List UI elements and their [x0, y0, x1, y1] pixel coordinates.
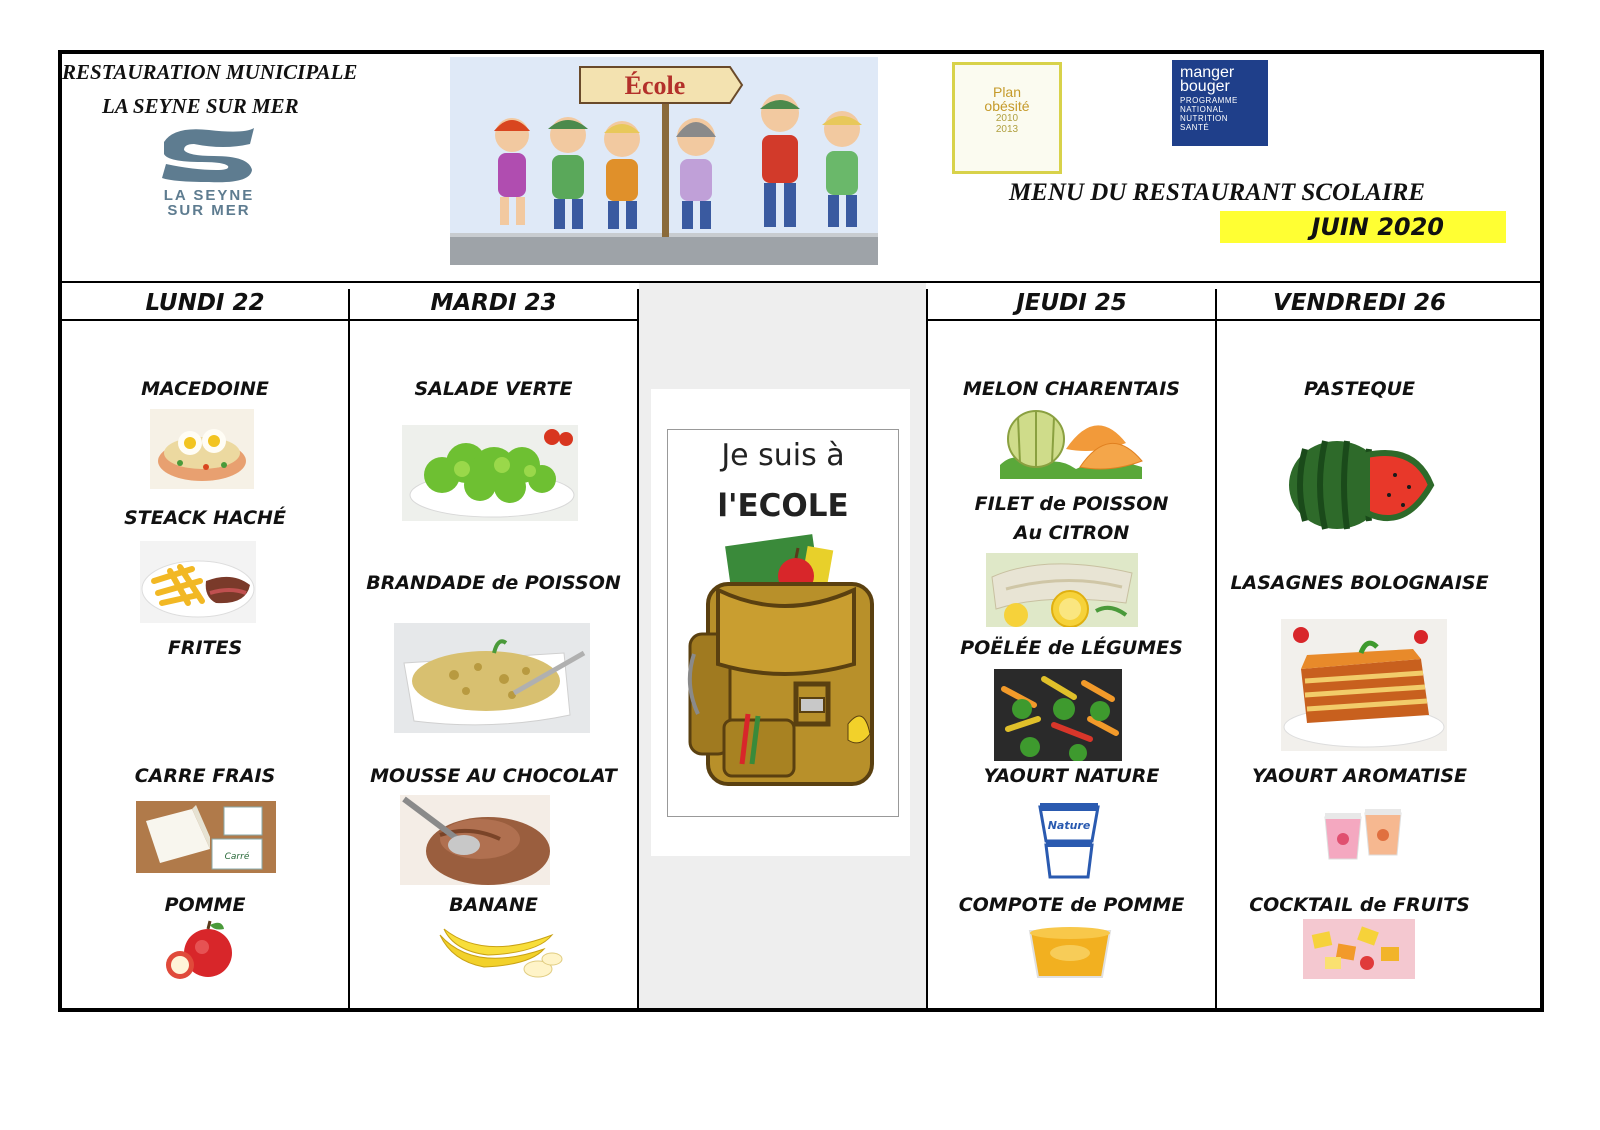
mb-line4: NATIONAL — [1180, 105, 1224, 114]
plan-badge-line2: obésité — [984, 98, 1030, 114]
mb-line2: bouger — [1180, 78, 1230, 95]
day-header-friday: VENDREDI 26 — [1273, 290, 1446, 316]
day-header-thursday: JEUDI 25 — [1016, 290, 1127, 316]
menu-item: LASAGNES BOLOGNAISE — [1230, 572, 1489, 594]
menu-item: BANANE — [449, 894, 538, 916]
logo-text-line2: SUR MER — [167, 202, 251, 219]
apple-picture — [162, 919, 238, 981]
menu-item: Au CITRON — [1013, 522, 1130, 544]
day-column-tuesday — [350, 323, 637, 1008]
fruit-cocktail-picture — [1303, 919, 1415, 979]
day-header-tuesday: MARDI 23 — [430, 290, 557, 316]
la-seyne-logo-icon — [154, 124, 264, 220]
plan-badge-line4: 2013 — [995, 124, 1019, 135]
menu-item: COCKTAIL de FRUITS — [1249, 894, 1470, 916]
menu-item: POËLÉE de LÉGUMES — [960, 637, 1183, 659]
macedoine-picture — [150, 409, 254, 489]
menu-item: CARRE FRAIS — [134, 765, 276, 787]
day-column-friday — [1217, 323, 1502, 1008]
mb-line1: manger — [1180, 64, 1235, 81]
menu-item: YAOURT AROMATISE — [1252, 765, 1467, 787]
day-header-monday: LUNDI 22 — [145, 290, 265, 316]
banana-picture — [434, 921, 564, 983]
vegetables-picture — [994, 669, 1122, 761]
melon-picture — [996, 409, 1146, 479]
menu-item: SALADE VERTE — [414, 378, 573, 400]
menu-item: MOUSSE AU CHOCOLAT — [370, 765, 617, 787]
menu-item: COMPOTE de POMME — [958, 894, 1185, 916]
ecole-card — [651, 389, 910, 856]
yaourt-aromatise-picture — [1321, 809, 1405, 863]
menu-item: POMME — [164, 894, 246, 916]
month-label: JUIN 2020 — [1311, 213, 1444, 241]
menu-item: MELON CHARENTAIS — [963, 378, 1180, 400]
ecole-card-inner — [667, 429, 899, 817]
plan-badge-line1: Plan — [992, 84, 1022, 100]
org-name-line1: RESTAURATION MUNICIPALE — [62, 60, 358, 84]
menu-item: MACEDOINE — [141, 378, 269, 400]
logo-text-line1: LA SEYNE — [163, 187, 255, 204]
plan-badge-line3: 2010 — [995, 113, 1019, 124]
menu-item: YAOURT NATURE — [983, 765, 1160, 787]
ecole-line1: Je suis à — [721, 438, 845, 473]
plan-obesite-badge — [952, 62, 1062, 174]
ecole-line2: l'ECOLE — [717, 488, 849, 524]
day-header-closed — [639, 283, 926, 323]
day-column-monday — [62, 323, 348, 1008]
fish-lemon-picture — [986, 553, 1138, 627]
brandade-picture — [394, 623, 590, 733]
svg-text:Nature: Nature — [1047, 819, 1091, 832]
chocolate-mousse-picture — [400, 795, 550, 885]
day-column-closed — [639, 323, 926, 1008]
school-kids-banner — [450, 57, 878, 265]
carre-frais-picture — [136, 801, 276, 873]
mb-line3: PROGRAMME — [1180, 96, 1238, 105]
banner-sign-text: École — [624, 71, 686, 100]
mb-line5: NUTRITION — [1180, 114, 1229, 123]
day-column-thursday — [928, 323, 1215, 1008]
compote-picture — [1026, 923, 1114, 981]
svg-text:Carré: Carré — [224, 852, 250, 862]
mb-line6: SANTÉ — [1180, 123, 1210, 132]
menu-item: BRANDADE de POISSON — [366, 572, 621, 594]
org-name-line2: LA SEYNE SUR MER — [102, 94, 299, 118]
yaourt-nature-picture — [1034, 801, 1104, 881]
menu-item: STEACK HACHÉ — [124, 507, 286, 529]
school-backpack-icon — [684, 534, 884, 796]
steak-frites-picture — [140, 541, 256, 623]
menu-title: MENU DU RESTAURANT SCOLAIRE — [1008, 179, 1426, 206]
salad-picture — [402, 425, 578, 521]
manger-bouger-badge — [1172, 60, 1268, 146]
menu-frame — [58, 50, 1544, 1012]
menu-item: FILET de POISSON — [974, 493, 1169, 515]
lasagne-picture — [1281, 619, 1447, 751]
month-highlight — [1220, 211, 1506, 243]
menu-item: FRITES — [167, 637, 243, 659]
menu-item: PASTEQUE — [1303, 378, 1416, 400]
watermelon-picture — [1285, 435, 1435, 531]
